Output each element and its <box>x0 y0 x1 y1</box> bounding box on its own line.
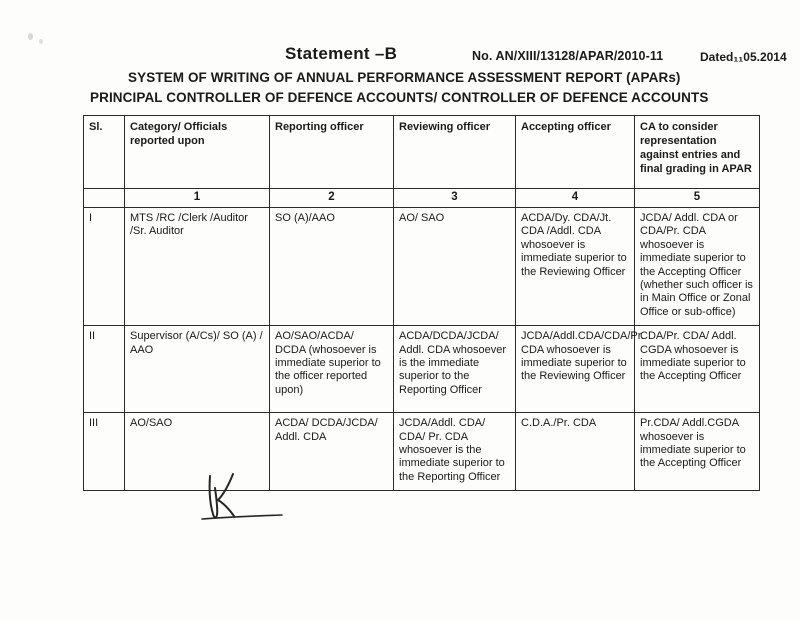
column-header-ca-representation: CA to consider representation against entries and final grading in APAR <box>635 116 760 189</box>
table-row <box>84 326 760 413</box>
column-header-category: Category/ Officials reported upon <box>125 116 270 189</box>
column-header-accepting-officer: Accepting officer <box>516 116 635 189</box>
document-subtitle-line2: PRINCIPAL CONTROLLER OF DEFENCE ACCOUNTS/ CONTROLLER OF DEFENCE ACCOUNTS <box>90 90 709 105</box>
cell-sl: II <box>84 326 125 413</box>
cell-reviewing-officer: ACDA/DCDA/JCDA/ Addl. CDA whosoever is the immediate superior to the Reporting Officer <box>394 326 516 413</box>
cell-sl: I <box>84 208 125 326</box>
cell-accepting-officer: C.D.A./Pr. CDA <box>516 413 635 491</box>
cell-accepting-officer: JCDA/Addl.CDA/CDA/Pr. CDA whosoever is immediate superior to the Reviewing Officer <box>516 326 635 413</box>
cell-ca-representation: JCDA/ Addl. CDA or CDA/Pr. CDA whosoever is immediate superior to the Accepting Officer (whether such officer is in Main Office or Zonal Office or sub-office) <box>635 208 760 326</box>
column-number-3: 3 <box>394 189 516 208</box>
cell-ca-representation: Pr.CDA/ Addl.CGDA whosoever is immediate superior to the Accepting Officer <box>635 413 760 491</box>
table-row <box>84 413 760 491</box>
table-row <box>84 208 760 326</box>
table-header-row <box>84 116 760 189</box>
page-title: Statement –B <box>285 44 398 63</box>
column-header-sl: Sl. <box>84 116 125 189</box>
table-column-number-row <box>84 189 760 208</box>
cell-category: MTS /RC /Clerk /Auditor /Sr. Auditor <box>125 208 270 326</box>
table-header <box>84 116 760 208</box>
cell-reviewing-officer: AO/ SAO <box>394 208 516 326</box>
column-number-5: 5 <box>635 189 760 208</box>
column-header-reviewing-officer: Reviewing officer <box>394 116 516 189</box>
column-number-blank <box>84 189 125 208</box>
document-date: Dated₁₁05.2014 <box>700 50 787 64</box>
scan-speck-icon <box>28 33 33 40</box>
column-header-reporting-officer: Reporting officer <box>270 116 394 189</box>
cell-category: AO/SAO <box>125 413 270 491</box>
cell-sl: III <box>84 413 125 491</box>
cell-reporting-officer: AO/SAO/ACDA/ DCDA (whosoever is immediate superior to the officer reported upon) <box>270 326 394 413</box>
apar-table <box>83 115 760 491</box>
table-body <box>84 208 760 491</box>
cell-category: Supervisor (A/Cs)/ SO (A) / AAO <box>125 326 270 413</box>
document-reference-number: No. AN/XIII/13128/APAR/2010-11 <box>472 49 664 63</box>
cell-reporting-officer: SO (A)/AAO <box>270 208 394 326</box>
cell-reviewing-officer: JCDA/Addl. CDA/ CDA/ Pr. CDA whosoever is the immediate superior to the Reporting Officer <box>394 413 516 491</box>
column-number-4: 4 <box>516 189 635 208</box>
handwritten-signature <box>196 470 346 530</box>
cell-reporting-officer: ACDA/ DCDA/JCDA/ Addl. CDA <box>270 413 394 491</box>
document-subtitle-line1: SYSTEM OF WRITING OF ANNUAL PERFORMANCE ASSESSMENT REPORT (APARs) <box>128 70 681 85</box>
document-header <box>0 44 800 105</box>
cell-ca-representation: CDA/Pr. CDA/ Addl. CGDA whosoever is immediate superior to the Accepting Officer <box>635 326 760 413</box>
column-number-1: 1 <box>125 189 270 208</box>
apar-table-wrapper <box>83 115 753 491</box>
title-row <box>0 44 800 66</box>
cell-accepting-officer: ACDA/Dy. CDA/Jt. CDA /Addl. CDA whosoever is immediate superior to the Reviewing Officer <box>516 208 635 326</box>
column-number-2: 2 <box>270 189 394 208</box>
